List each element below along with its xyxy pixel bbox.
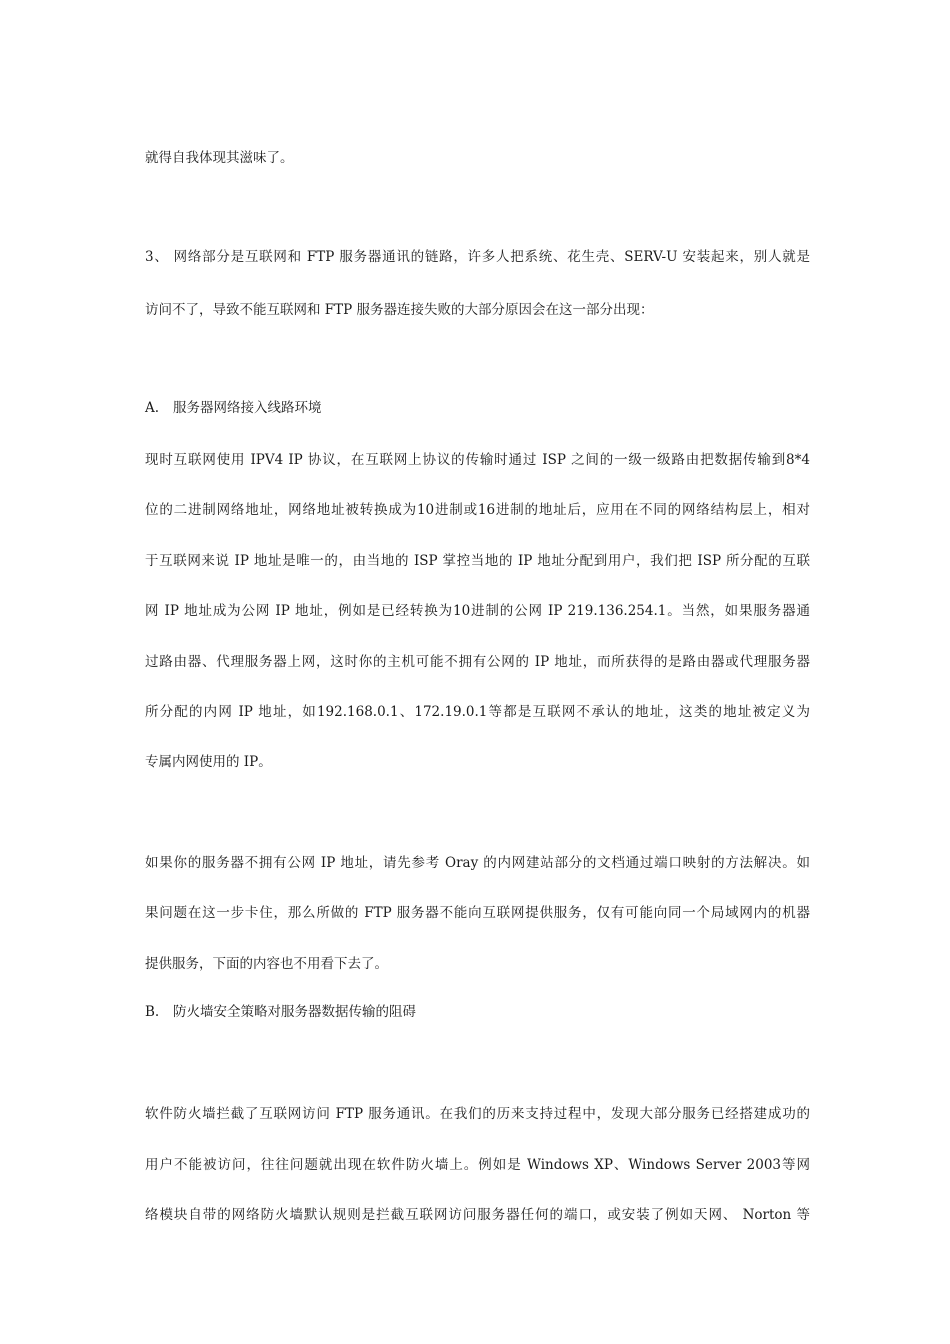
- section-label: B.: [145, 1004, 160, 1020]
- paragraph-line: 提供服务，下面的内容也不用看下去了。: [145, 956, 388, 972]
- paragraph-line: 专属内网使用的 IP。: [145, 754, 272, 770]
- paragraph-line: 位的二进制网络地址，网络地址被转换成为10进制或16进制的地址后，应用在不同的网络结构层上，相对: [145, 502, 810, 518]
- paragraph-line: 过路由器、代理服务器上网，这时你的主机可能不拥有公网的 IP 地址，而所获得的是路由器或代理服务器: [145, 654, 810, 670]
- paragraph-line: 所分配的内网 IP 地址，如192.168.0.1、172.19.0.1等都是互联网不承认的地址，这类的地址被定义为: [145, 704, 810, 720]
- section-heading-b: [145, 1002, 416, 1022]
- paragraph-line: 3、 网络部分是互联网和 FTP 服务器通讯的链路，许多人把系统、花生壳、SERV-U 安装起来，别人就是: [145, 249, 810, 265]
- section-title: 服务器网络接入线路环境: [173, 400, 322, 416]
- paragraph-line: 网 IP 地址成为公网 IP 地址，例如是已经转换为10进制的公网 IP 219.136.254.1。当然，如果服务器通: [145, 603, 810, 619]
- paragraph-line: 现时互联网使用 IPV4 IP 协议，在互联网上协议的传输时通过 ISP 之间的一级一级路由把数据传输到8*4: [145, 452, 810, 468]
- section-label: A.: [145, 400, 160, 416]
- paragraph-line: 如果你的服务器不拥有公网 IP 地址，请先参考 Oray 的内网建站部分的文档通过端口映射的方法解决。如: [145, 855, 810, 871]
- paragraph-line: 访问不了，导致不能互联网和 FTP 服务器连接失败的大部分原因会在这一部分出现：: [145, 302, 654, 318]
- section-heading-a: [145, 398, 322, 418]
- paragraph-line: 用户不能被访问，往往问题就出现在软件防火墙上。例如是 Windows XP、Windows Server 2003等网: [145, 1157, 810, 1173]
- paragraph-line: 就得自我体现其滋味了。: [145, 150, 294, 166]
- paragraph-line: 软件防火墙拦截了互联网访问 FTP 服务通讯。在我们的历来支持过程中，发现大部分服务已经搭建成功的: [145, 1106, 810, 1122]
- paragraph-line: 于互联网来说 IP 地址是唯一的，由当地的 ISP 掌控当地的 IP 地址分配到用户，我们把 ISP 所分配的互联: [145, 553, 810, 569]
- paragraph-line: 果问题在这一步卡住，那么所做的 FTP 服务器不能向互联网提供服务，仅有可能向同一个局域网内的机器: [145, 905, 810, 921]
- paragraph-line: 络模块自带的网络防火墙默认规则是拦截互联网访问服务器任何的端口，或安装了例如天网、 Norton 等: [145, 1207, 810, 1223]
- section-title: 防火墙安全策略对服务器数据传输的阻碍: [173, 1004, 416, 1020]
